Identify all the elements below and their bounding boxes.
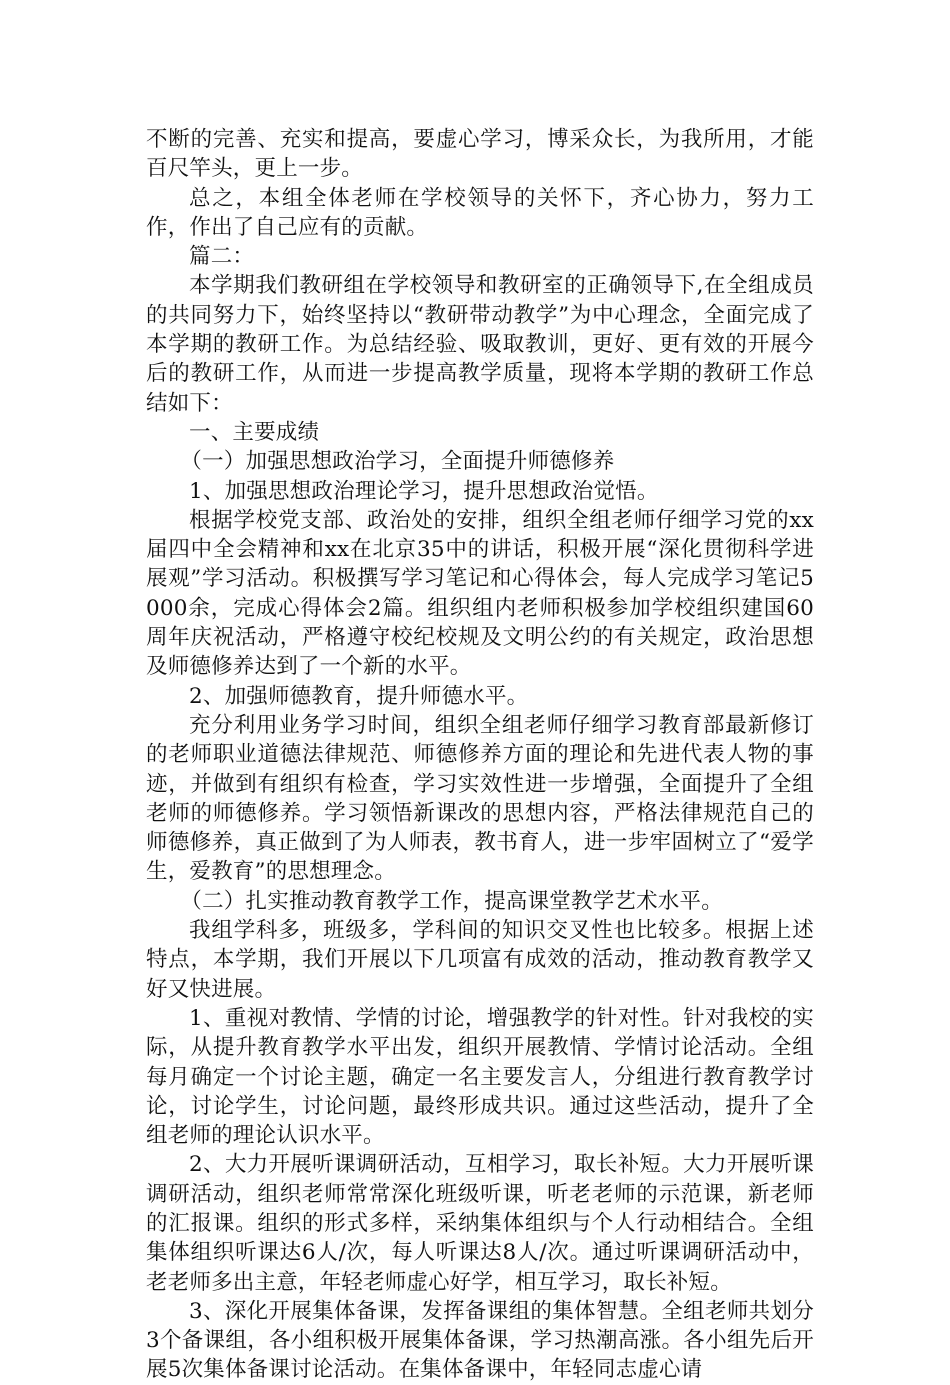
paragraph-summary: 总之，本组全体老师在学校领导的关怀下，齐心协力，努力工作，作出了自己应有的贡献。 xyxy=(146,185,814,240)
subheading-teaching-work: （二）扎实推动教育教学工作，提高课堂教学艺术水平。 xyxy=(180,888,723,914)
paragraph-continuation: 不断的完善、充实和提高，要虚心学习，博采众长，为我所用，才能百尺竿头，更上一步。 xyxy=(146,127,814,182)
paragraph-intro: 本学期我们教研组在学校领导和教研室的正确领导下,在全组成员的共同努力下，始终坚持以“教研带动教学”为中心理念，全面完成了本学期的教研工作。为总结经验、吸取教训，更好、更有效的开展今后的教研工作，从而进一步提高教学质量，现将本学期的教研工作总结如下： xyxy=(146,273,814,416)
paragraph-teaching-overview: 我组学科多，班级多，学科间的知识交叉性也比较多。根据上述特点，本学期，我们开展以下几项富有成效的活动，推动教育教学又好又快进展。 xyxy=(146,918,814,1002)
paragraph-lesson-observation: 2、大力开展听课调研活动，互相学习，取长补短。大力开展听课调研活动，组织老师常常深化班级听课，听老老师的示范课，新老师的汇报课。组织的形式多样，采纳集体组织与个人行动相结合。全组集体组织听课达6人/次，每人听课达8人/次。通过听课调研活动中，老老师多出主意，年轻老师虚心好学，相互学习，取长补短。 xyxy=(146,1152,814,1295)
paragraph-theory-study: 根据学校党支部、政治处的安排，组织全组老师仔细学习党的xx届四中全会精神和xx在北京35中的讲话，积极开展“深化贯彻科学进展观”学习活动。积极撰写学习笔记和心得体会，每人完成学习笔记5000余，完成心得体会2篇。组织组内老师积极参加学校组织建国60周年庆祝活动，严格遵守校纪校规及文明公约的有关规定，政治思想及师德修养达到了一个新的水平。 xyxy=(146,507,814,680)
paragraph-ethics-education: 充分利用业务学习时间，组织全组老师仔细学习教育部最新修订的老师职业道德法律规范、师德修养方面的理论和先进代表人物的事迹，并做到有组织有检查，学习实效性进一步增强，全面提升了全组老师的师德修养。学习领悟新课改的思想内容，严格法律规范自己的师德修养，真正做到了为人师表，教书育人，进一步牢固树立了“爱学生，爱教育”的思想理念。 xyxy=(146,712,814,885)
document-body xyxy=(146,125,814,1385)
item-heading-ethics-education: 2、加强师德教育，提升师德水平。 xyxy=(189,683,529,709)
paragraph-collective-lesson-prep: 3、深化开展集体备课，发挥备课组的集体智慧。全组老师共划分3个备课组，各小组积极开展集体备课，学习热潮高涨。各小组先后开展5次集体备课讨论活动。在集体备课中，年轻同志虚心请 xyxy=(146,1298,814,1383)
section-heading-part-two: 篇二： xyxy=(189,244,255,270)
paragraph-teaching-research: 1、重视对教情、学情的讨论，增强教学的针对性。针对我校的实际，从提升教育教学水平出发，组织开展教情、学情讨论活动。全组每月确定一个讨论主题，确定一名主要发言人，分组进行教育教学讨论，讨论学生，讨论问题，最终形成共识。通过这些活动，提升了全组老师的理论认识水平。 xyxy=(146,1005,814,1149)
item-heading-theory-study: 1、加强思想政治理论学习，提升思想政治觉悟。 xyxy=(189,478,659,504)
subheading-political-study: （一）加强思想政治学习，全面提升师德修养 xyxy=(180,449,615,475)
heading-main-achievements: 一、主要成绩 xyxy=(189,419,320,445)
